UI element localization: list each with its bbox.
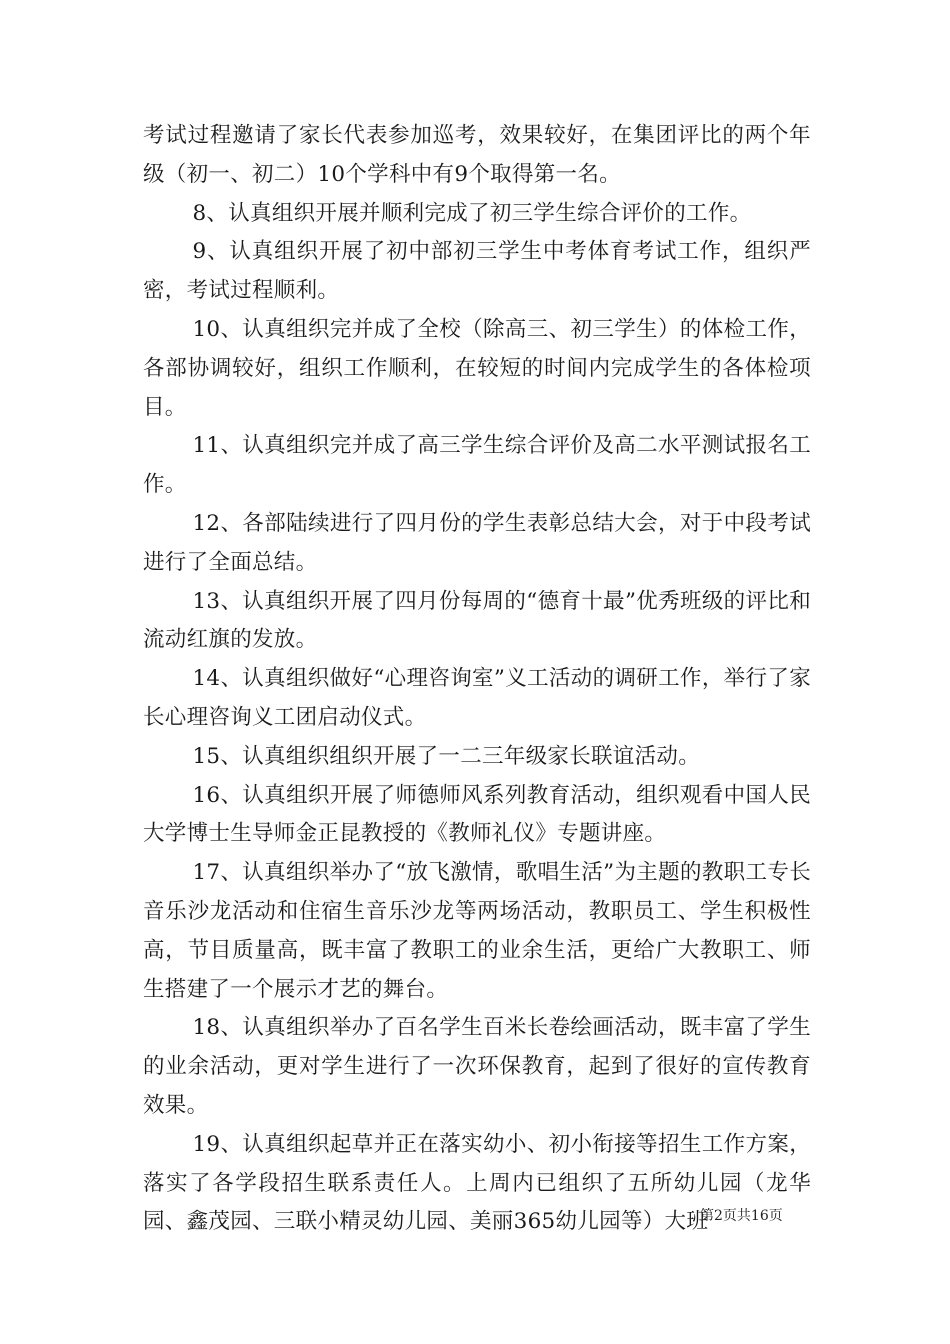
paragraph-item-15: 15、认真组织组织开展了一二三年级家长联谊活动。 [192,743,700,769]
paragraph-item-11: 11、认真组织完并成了高三学生综合评价及高二水平测试报名工作。 [143,433,811,498]
paragraph-item-18: 18、认真组织举办了百名学生百米长卷绘画活动，既丰富了学生的业余活动，更对学生进行了一次环保教育，起到了很好的宣传教育效果。 [143,1015,811,1118]
paragraph-item-8: 8、认真组织开展并顺利完成了初三学生综合评价的工作。 [192,200,752,226]
paragraph-item-17: 17、认真组织举办了“放飞激情，歌唱生活”为主题的教职工专长音乐沙龙活动和住宿生音乐沙龙等两场活动，教职员工、学生积极性高，节目质量高，既丰富了教职工的业余生活，更给广大教职工、师生搭建了一个展示才艺的舞台。 [143,860,811,1002]
paragraph-item-12: 12、各部陆续进行了四月份的学生表彰总结大会，对于中段考试进行了全面总结。 [143,510,811,575]
paragraph-item-14: 14、认真组织做好“心理咨询室”义工活动的调研工作，举行了家长心理咨询义工团启动仪式。 [143,666,811,730]
body-text [143,117,811,1242]
paragraph-item-10: 10、认真组织完并成了全校（除高三、初三学生）的体检工作，各部协调较好，组织工作顺利，在较短的时间内完成学生的各体检项目。 [143,316,811,420]
paragraph-item-9: 9、认真组织开展了初中部初三学生中考体育考试工作，组织严密，考试过程顺利。 [143,239,811,304]
paragraph-item-16: 16、认真组织开展了师德师风系列教育活动，组织观看中国人民大学博士生导师金正昆教授的《教师礼仪》专题讲座。 [143,782,811,847]
paragraph-continuation: 考试过程邀请了家长代表参加巡考，效果较好，在集团评比的两个年级（初一、初二）10个学科中有9个取得第一名。 [143,123,811,187]
paragraph-item-13: 13、认真组织开展了四月份每周的“德育十最”优秀班级的评比和流动红旗的发放。 [143,588,811,653]
paragraph-item-19: 19、认真组织起草并正在落实幼小、初小衔接等招生工作方案，落实了各学段招生联系责任人。上周内已组织了五所幼儿园（龙华园、鑫茂园、三联小精灵幼儿园、美丽365幼儿园等）大班 [143,1131,811,1235]
page-number-footer: 第2页共16页 [700,1208,783,1224]
